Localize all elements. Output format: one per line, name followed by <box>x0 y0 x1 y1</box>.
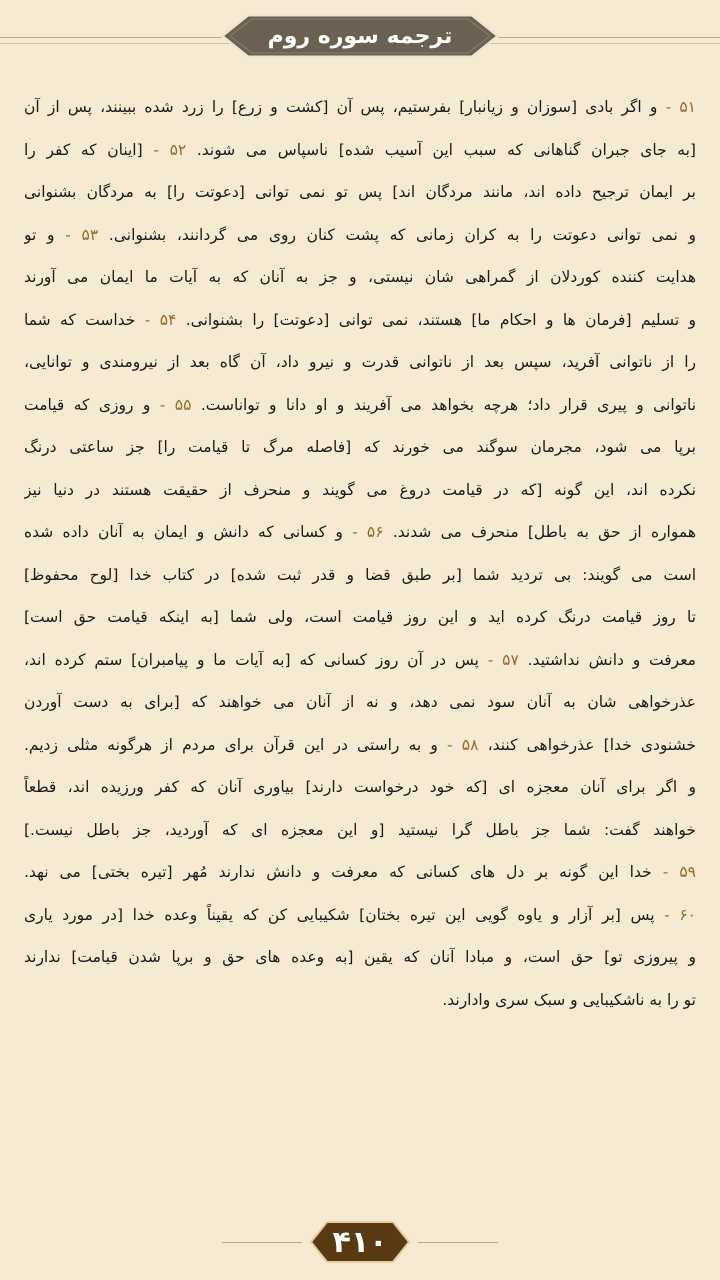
verse-text: نکرده اند، این گونه [که در قیامت دروغ می گویند و منحرف از حقیقت هستند در دنیا نیز <box>24 480 696 499</box>
text-line <box>24 86 696 129</box>
verse-text: خواهند گفت: شما جز باطل گرا نیستید [و این معجزه ای که آوردید، جز باطل نیست.] <box>24 820 696 839</box>
verse-text: را از ناتوانی آفرید، سپس بعد از ناتوانی قدرت و نیرو داد، آن گاه بعد از نیرومندی و توانایی، <box>24 353 696 371</box>
text-line <box>24 129 696 172</box>
text-line <box>24 341 696 384</box>
footer-rule-right <box>418 1242 498 1243</box>
page-title: ترجمه سوره روم <box>267 23 453 49</box>
text-line <box>24 426 696 469</box>
verse-text: هدایت کننده کوردلان از گمراهی شان نیستی، و جز به آنان که به آیات ما ایمان می آورند <box>24 268 696 286</box>
verse-text: خداست که شما <box>24 310 145 329</box>
page-footer <box>0 1212 720 1280</box>
text-line <box>24 809 696 852</box>
text-line <box>24 936 696 979</box>
verse-text: تا روز قیامت درنگ کرده اید و این روز قیامت است، ولی شما [به اینکه قیامت حق است] <box>24 608 696 626</box>
text-line <box>24 894 696 937</box>
verse-number: ۵۷ - <box>487 650 519 669</box>
text-line <box>24 851 696 894</box>
translation-text <box>24 86 696 1206</box>
footer-rule-left <box>222 1242 302 1243</box>
verse-text: و کسانی که دانش و ایمان به آنان داده شده <box>24 523 353 541</box>
text-line <box>24 724 696 767</box>
surah-title-badge <box>218 12 502 60</box>
verse-text: و به راستی در این قرآن برای مردم از هرگونه مثلی زدیم. <box>24 735 448 754</box>
verse-text: و اگر بادی [سوزان و زیانبار] بفرستیم، پس آن [کشت و زرع] را زرد شده ببینند، پس از آن <box>24 98 666 116</box>
verse-text: خدا این گونه بر دل های کسانی که معرفت و دانش ندارند مُهر [تیره بختی] می نهد. <box>24 863 663 881</box>
text-line <box>24 681 696 724</box>
verse-text: و تو <box>24 225 66 244</box>
page-number-badge <box>307 1218 413 1266</box>
text-line <box>24 639 696 682</box>
text-line <box>24 554 696 597</box>
verse-text: و نمی توانی دعوتت را به کران زمانی که پشت کنان روی می گردانند، بشنوانی. <box>98 225 696 244</box>
verse-text: پس در آن روز کسانی که [به آیات ما و پیامبران] ستم کرده اند، <box>24 650 488 669</box>
verse-text: است می گویند: بی تردید شما [بر طبق قضا و قدر ثبت شده] در کتاب خدا [لوح محفوظ] <box>24 565 696 584</box>
verse-text: ناتوانی و پیری قرار داد؛ هرچه بخواهد می آفریند و او دانا و تواناست. <box>191 395 696 414</box>
page-number: ۴۱۰ <box>332 1224 388 1260</box>
verse-text: خشنودی خدا] عذرخواهی کنند، <box>478 735 696 754</box>
verse-text: بر ایمان ترجیح داده اند، مانند مردگان اند] پس تو نمی توانی [دعوتت را] به مردگان بشنوانی <box>24 183 696 201</box>
text-line <box>24 171 696 214</box>
text-line <box>24 299 696 342</box>
verse-number: ۵۵ - <box>159 395 192 414</box>
text-line <box>24 979 696 1022</box>
verse-number: ۵۲ - <box>153 140 187 159</box>
text-line <box>24 384 696 427</box>
text-line <box>24 469 696 512</box>
verse-number: ۵۹ - <box>662 863 696 881</box>
text-line <box>24 511 696 554</box>
verse-number: ۵۴ - <box>144 310 177 329</box>
verse-number: ۵۳ - <box>65 225 99 244</box>
text-line <box>24 214 696 257</box>
verse-number: ۵۱ - <box>665 98 696 116</box>
verse-text: عذرخواهی شان به آنان سود نمی دهد، و نه از آنان می خواهند که [برای به دست آوردن <box>24 693 696 711</box>
verse-text: و تسلیم [فرمان ها و احکام ما] هستند، نمی توانی [دعوتت] را بشنوانی. <box>176 310 696 329</box>
verse-text: و اگر برای آنان معجزه ای [که خود درخواست دارند] بیاوری آنان که کفر ورزیده اند، قطعاً <box>24 778 696 796</box>
verse-text: تو را به ناشکیبایی و سبک سری وادارند. <box>442 990 696 1009</box>
verse-text: [به جای جبران گناهانی که سبب این آسیب شده] ناسپاس می شوند. <box>186 140 696 159</box>
verse-number: ۶۰ - <box>664 905 696 924</box>
text-line <box>24 766 696 809</box>
verse-text: معرفت و دانش نداشتید. <box>518 650 696 669</box>
verse-text: و روزی که قیامت <box>24 395 160 414</box>
verse-text: و پیروزی تو] حق است، و مبادا آنان که یقین [به وعده های حق و برپا شدن قیامت] ندارند <box>24 948 696 966</box>
verse-number: ۵۶ - <box>352 523 384 541</box>
verse-text: پس [بر آزار و یاوه گویی این تیره بختان] شکیبایی کن که یقیناً وعده خدا [در مورد یاری <box>24 905 665 924</box>
verse-number: ۵۸ - <box>447 735 479 754</box>
header-frame <box>0 0 720 75</box>
verse-text: برپا می شود، مجرمان سوگند می خورند که [فاصله مرگ تا قیامت را] جز ساعتی درنگ <box>24 438 696 456</box>
verse-text: همواره از حق به باطل] منحرف می شدند. <box>383 523 696 541</box>
text-line <box>24 256 696 299</box>
text-line <box>24 596 696 639</box>
verse-text: [اینان که کفر را <box>24 140 154 159</box>
